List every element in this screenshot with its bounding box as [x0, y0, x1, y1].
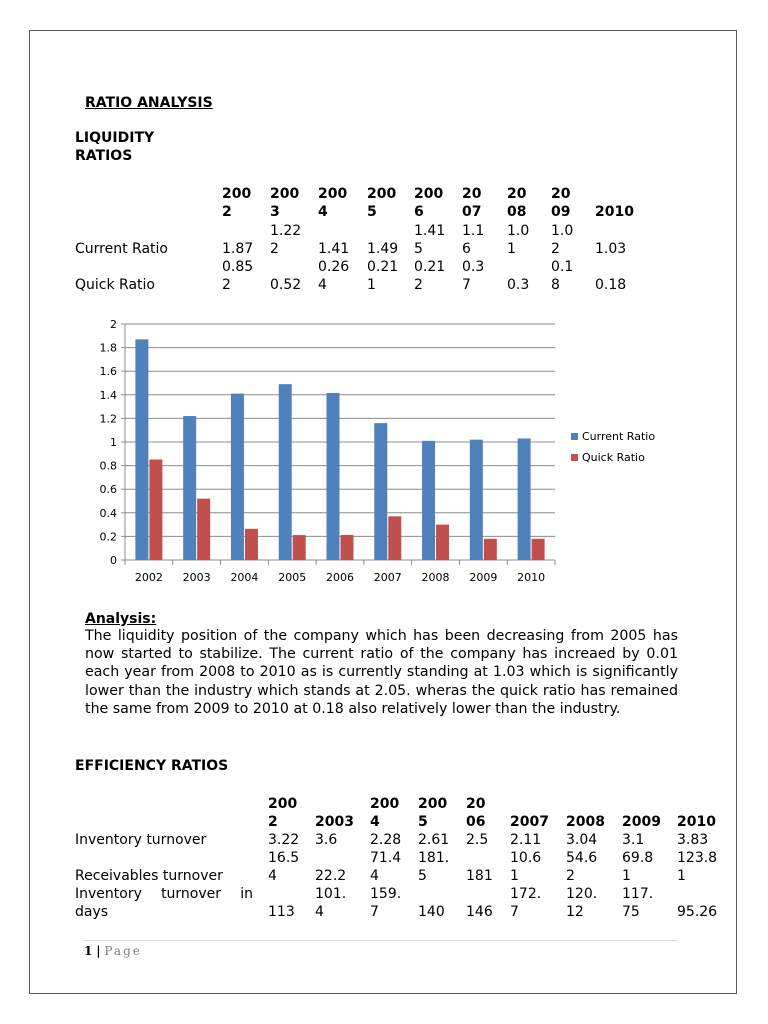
row-label-inventory-days-line2: days: [75, 904, 109, 920]
y-tick-label: 0.6: [99, 483, 117, 497]
table-cell: 3.04: [566, 832, 598, 848]
table-cell-bottom: 1.03: [595, 241, 627, 257]
table-cell-top: 120.: [566, 886, 598, 902]
table-cell-bottom: 1: [367, 277, 376, 293]
y-tick-label: 1.2: [99, 412, 117, 426]
column-header-bottom: 4: [318, 204, 328, 220]
table-cell-bottom: 2: [222, 277, 231, 293]
x-tick-label: 2010: [517, 571, 546, 584]
liquidity-bar-chart: [88, 313, 678, 593]
column-header-bottom: 6: [414, 204, 424, 220]
table-cell-bottom: 7: [462, 277, 471, 293]
row-label-quick-ratio: Quick Ratio: [75, 277, 155, 293]
column-header-top: 200: [418, 796, 448, 812]
y-tick-label: 1.4: [99, 388, 117, 402]
column-header-bottom: 2: [222, 204, 232, 220]
table-cell-top: 123.8: [677, 850, 718, 866]
row-label-receivables-turnover: Receivables turnover: [75, 868, 223, 884]
table-cell-bottom: 75: [622, 904, 640, 920]
table-cell-top: 0.1: [551, 259, 574, 275]
table-cell-bottom: 113: [268, 904, 295, 920]
table-cell-top: 54.6: [566, 850, 598, 866]
table-cell-bottom: 4: [315, 904, 324, 920]
y-tick-label: 0: [110, 554, 117, 567]
footer-divider: [84, 940, 678, 941]
table-cell-top: 172.: [510, 886, 542, 902]
efficiency-heading: EFFICIENCY RATIOS: [75, 758, 229, 774]
bar-current-ratio: [327, 393, 340, 560]
legend-swatch: [571, 433, 578, 440]
y-tick-label: 0.4: [99, 506, 117, 520]
bar-current-ratio: [231, 394, 244, 560]
bar-current-ratio: [374, 423, 387, 560]
y-tick-label: 1: [110, 436, 117, 449]
table-cell-bottom: 1.41: [318, 241, 350, 257]
column-header-top: 20: [466, 796, 486, 812]
column-header-bottom: 5: [418, 814, 428, 830]
table-cell-bottom: 95.26: [677, 904, 718, 920]
column-header-top: 200: [222, 186, 252, 202]
table-cell-bottom: 4: [318, 277, 327, 293]
column-header-bottom: 2008: [566, 814, 605, 830]
column-header-bottom: 08: [507, 204, 527, 220]
column-header-bottom: 2003: [315, 814, 354, 830]
x-tick-label: 2006: [326, 571, 354, 584]
table-cell: 3.1: [622, 832, 645, 848]
table-cell-bottom: 1: [677, 868, 686, 884]
table-cell: 2.11: [510, 832, 542, 848]
bar-quick-ratio: [149, 459, 162, 560]
table-cell-top: 1.0: [507, 223, 530, 239]
label-word: in: [240, 886, 253, 902]
bar-quick-ratio: [197, 499, 210, 560]
table-cell-top: 0.3: [462, 259, 485, 275]
bar-quick-ratio: [532, 539, 545, 560]
table-cell-bottom: 140: [418, 904, 445, 920]
footer-page-number: 1: [84, 944, 93, 958]
table-cell-top: 181.: [418, 850, 450, 866]
column-header-bottom: 09: [551, 204, 571, 220]
table-cell-top: 16.5: [268, 850, 300, 866]
table-cell-bottom: 4: [268, 868, 277, 884]
table-cell-bottom: 0.52: [270, 277, 302, 293]
column-header-top: 200: [370, 796, 400, 812]
analysis-paragraph: The liquidity position of the company which has been decreasing from 2005 has now started to stabilize. The current ratio of the company has increaed by 0.01 each year from 2008 to 2010 as is currently standing at 1.03 which is significantly lower than the industry which stands at 2.05. wheras the quick ratio has remained the same from 2009 to 2010 at 0.18 also relatively lower than the industry.: [85, 628, 678, 717]
table-cell-bottom: 1.87: [222, 241, 254, 257]
page-footer: [84, 942, 142, 960]
table-cell-top: 71.4: [370, 850, 402, 866]
legend-label: Quick Ratio: [582, 451, 645, 464]
table-cell-top: 69.8: [622, 850, 654, 866]
x-tick-label: 2009: [469, 571, 498, 584]
table-cell-top: 1.1: [462, 223, 485, 239]
table-cell-top: 1.0: [551, 223, 574, 239]
column-header-bottom: 2010: [677, 814, 716, 830]
table-cell-bottom: 1: [510, 868, 519, 884]
bar-current-ratio: [279, 384, 292, 560]
column-header-bottom: 3: [270, 204, 280, 220]
legend-swatch: [571, 454, 578, 461]
table-cell-bottom: 5: [418, 868, 427, 884]
table-cell-bottom: 1.49: [367, 241, 399, 257]
chart-bars: [135, 339, 544, 560]
table-cell: 2.5: [466, 832, 489, 848]
label-word: turnover: [161, 886, 222, 902]
x-tick-label: 2004: [230, 571, 259, 584]
footer-separator: |: [96, 944, 101, 958]
y-tick-label: 0.8: [99, 459, 117, 473]
column-header-bottom: 5: [367, 204, 377, 220]
x-tick-label: 2003: [182, 571, 211, 584]
column-header-bottom: 2010: [595, 204, 634, 220]
label-word: Inventory: [75, 886, 142, 902]
x-tick-label: 2002: [134, 571, 163, 584]
table-cell: 3.22: [268, 832, 300, 848]
row-label-current-ratio: Current Ratio: [75, 241, 168, 257]
table-cell-top: 1.41: [414, 223, 446, 239]
table-cell-bottom: 8: [551, 277, 560, 293]
bar-quick-ratio: [341, 535, 354, 560]
column-header-bottom: 4: [370, 814, 380, 830]
column-header-top: 20: [507, 186, 527, 202]
bar-quick-ratio: [245, 529, 258, 560]
bar-current-ratio: [183, 416, 196, 560]
table-cell-bottom: 181: [466, 868, 493, 884]
bar-current-ratio: [422, 441, 435, 560]
y-tick-label: 1.8: [99, 341, 117, 355]
y-tick-label: 1.6: [99, 365, 117, 379]
legend-label: Current Ratio: [582, 430, 656, 443]
table-cell: 2.61: [418, 832, 450, 848]
column-header-top: 20: [462, 186, 482, 202]
table-cell-bottom: 2: [566, 868, 575, 884]
table-cell: 3.83: [677, 832, 709, 848]
footer-page-word: Page: [104, 944, 142, 958]
table-cell-bottom: 6: [462, 241, 471, 257]
column-header-bottom: 2007: [510, 814, 549, 830]
table-cell-bottom: 0.3: [507, 277, 530, 293]
analysis-heading: Analysis:: [85, 611, 157, 627]
table-cell-bottom: 1: [622, 868, 631, 884]
bar-current-ratio: [470, 440, 483, 560]
column-header-top: 200: [318, 186, 348, 202]
column-header-top: 20: [551, 186, 571, 202]
column-header-top: 200: [414, 186, 444, 202]
liquidity-heading-line2: RATIOS: [75, 148, 133, 164]
column-header-bottom: 2009: [622, 814, 661, 830]
y-tick-label: 0.2: [99, 530, 117, 544]
x-tick-label: 2007: [373, 571, 402, 584]
table-cell-top: 0.26: [318, 259, 350, 275]
table-cell-top: 159.: [370, 886, 402, 902]
column-header-top: 200: [367, 186, 397, 202]
table-cell-top: 0.85: [222, 259, 254, 275]
table-cell-bottom: 5: [414, 241, 423, 257]
table-cell-bottom: 4: [370, 868, 379, 884]
table-cell-top: 101.: [315, 886, 347, 902]
table-cell-bottom: 2: [551, 241, 560, 257]
bar-current-ratio: [518, 438, 531, 560]
table-cell-bottom: 7: [510, 904, 519, 920]
column-header-bottom: 06: [466, 814, 486, 830]
table-cell-top: 10.6: [510, 850, 542, 866]
page-title: RATIO ANALYSIS: [85, 95, 213, 111]
column-header-top: 200: [270, 186, 300, 202]
bar-quick-ratio: [293, 535, 306, 560]
table-cell-top: 1.22: [270, 223, 302, 239]
chart-y-ticks: [100, 318, 118, 567]
table-cell-top: 117.: [622, 886, 654, 902]
table-cell-bottom: 146: [466, 904, 493, 920]
table-cell-bottom: 1: [507, 241, 516, 257]
y-tick-label: 2: [110, 318, 117, 331]
row-label-inventory-turnover: Inventory turnover: [75, 832, 207, 848]
table-cell: 2.28: [370, 832, 402, 848]
bar-quick-ratio: [436, 525, 449, 560]
liquidity-heading-line1: LIQUIDITY: [75, 130, 155, 146]
table-cell-bottom: 2: [270, 241, 279, 257]
bar-quick-ratio: [388, 516, 401, 560]
table-cell-bottom: 2: [414, 277, 423, 293]
chart-legend: [571, 430, 655, 464]
column-header-bottom: 07: [462, 204, 482, 220]
column-header-bottom: 2: [268, 814, 278, 830]
table-cell-bottom: 7: [370, 904, 379, 920]
row-label-inventory-days-line1: [75, 885, 253, 903]
chart-x-ticks: [125, 560, 555, 584]
bar-quick-ratio: [484, 539, 497, 560]
table-cell-top: 0.21: [414, 259, 446, 275]
column-header-top: 200: [268, 796, 298, 812]
x-tick-label: 2005: [278, 571, 307, 584]
table-cell-bottom: 12: [566, 904, 584, 920]
table-cell-bottom: 0.18: [595, 277, 627, 293]
table-cell-top: 0.21: [367, 259, 399, 275]
x-tick-label: 2008: [421, 571, 450, 584]
bar-current-ratio: [135, 339, 148, 560]
table-cell-bottom: 22.2: [315, 868, 347, 884]
table-cell: 3.6: [315, 832, 338, 848]
